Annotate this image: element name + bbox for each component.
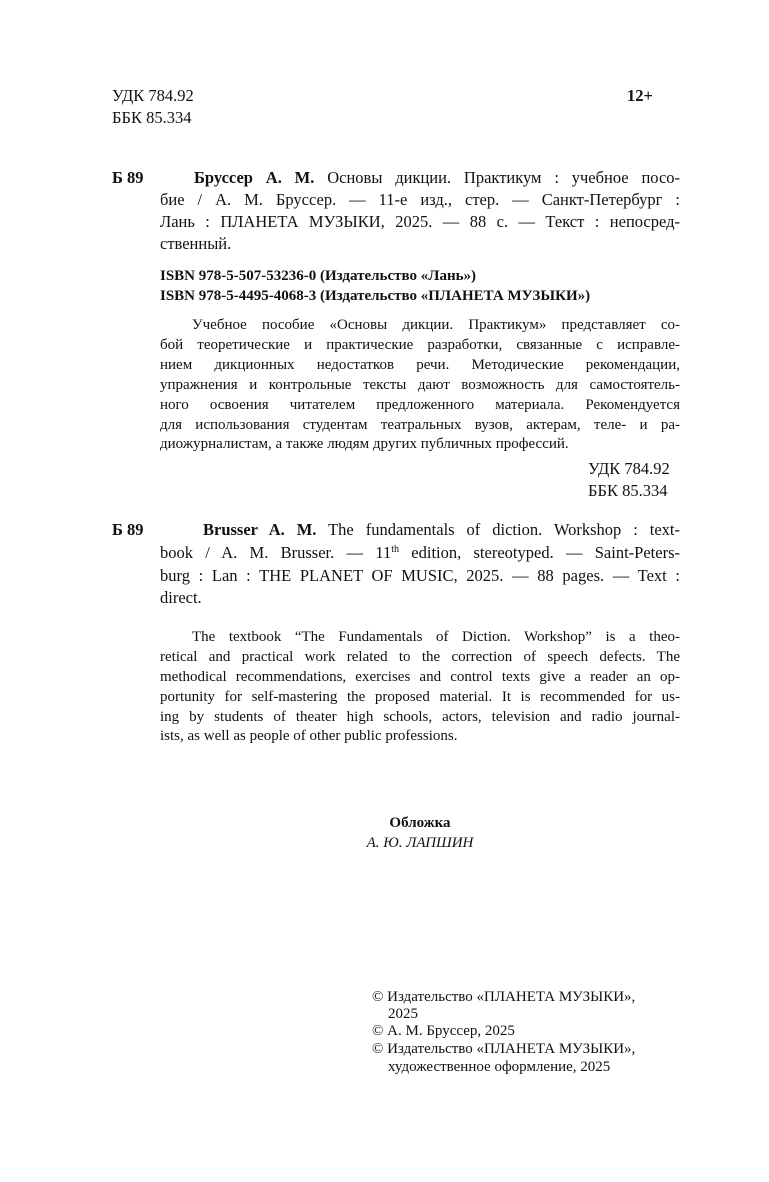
en-abstract-line: methodical recommendations, exercises and control texts give a reader an op-: [160, 669, 680, 685]
ru-entry-line3: Лань : ПЛАНЕТА МУЗЫКИ, 2025. — 88 с. — Текст : непосред-: [160, 212, 680, 231]
ru-entry-bbk: ББК 85.334: [588, 481, 668, 500]
isbn-planeta: ISBN 978-5-4495-4068-3 (Издательство «ПЛАНЕТА МУЗЫКИ»): [160, 288, 591, 304]
en-abstract-line: ists, as well as people of other public professions.: [160, 728, 458, 744]
en-abstract-line: portunity for self-mastering the proposed material. It is recommended for us-: [160, 689, 680, 705]
copyright-publisher-year: 2025: [388, 1006, 418, 1022]
en-entry-line2: book / A. M. Brusser. — 11th edition, stereotyped. — Saint-Peters-: [160, 543, 680, 562]
ru-entry-code: Б 89: [112, 168, 144, 187]
en-abstract-line: The textbook “The Fundamentals of Diction. Workshop” is a theo-: [192, 629, 680, 645]
ru-abstract-line: диожурналистам, а также людям других публичных профессий.: [160, 436, 569, 452]
ru-entry-title: Основы дикции. Практикум : учебное посо-: [327, 168, 681, 187]
en-entry-line4: direct.: [160, 588, 202, 607]
en-entry-author: Brusser A. M.: [203, 520, 317, 539]
isbn-lan: ISBN 978-5-507-53236-0 (Издательство «Лань»): [160, 268, 477, 284]
copyright-author: © А. М. Бруссер, 2025: [372, 1023, 515, 1039]
age-rating: 12+: [627, 86, 653, 105]
ru-entry-line1: [194, 167, 680, 189]
ru-abstract-line: ного освоения читателем предложенного материала. Рекомендуется: [160, 397, 680, 413]
cover-designer: А. Ю. ЛАПШИН: [366, 835, 474, 851]
ru-entry-author: Бруссер А. М.: [194, 168, 315, 187]
copyright-design-detail: художественное оформление, 2025: [388, 1059, 611, 1075]
en-abstract-line: retical and practical work related to the correction of speech defects. The: [160, 649, 680, 665]
ru-abstract-line: бой теоретические и практические разработки, связанные с исправле-: [160, 337, 680, 353]
copyright-design: © Издательство «ПЛАНЕТА МУЗЫКИ»,: [372, 1041, 636, 1057]
ru-entry-udk: УДК 784.92: [588, 459, 670, 478]
en-entry-line1: [203, 519, 680, 541]
ru-abstract-line: упражнения и контрольные тексты дают возможность для самостоятель-: [160, 377, 680, 393]
en-entry-title: The fundamentals of diction. Workshop : text-: [328, 520, 680, 539]
cover-label: Обложка: [389, 815, 451, 831]
ru-abstract-line: нием дикционных недостатков речи. Методические рекомендации,: [160, 357, 680, 373]
ru-entry-line4: ственный.: [160, 234, 232, 253]
en-abstract-line: ing by students of theater high schools, actors, television and radio journal-: [160, 709, 680, 725]
copyright-publisher: © Издательство «ПЛАНЕТА МУЗЫКИ»,: [372, 989, 636, 1005]
ru-abstract-line: Учебное пособие «Основы дикции. Практикум» представляет со-: [192, 317, 680, 333]
en-entry-line3: burg : Lan : THE PLANET OF MUSIC, 2025. — 88 pages. — Text :: [160, 566, 680, 585]
ru-abstract-line: для использования студентам театральных вузов, актерам, теле- и ра-: [160, 417, 680, 433]
en-entry-code: Б 89: [112, 520, 144, 539]
header-udk: УДК 784.92: [112, 86, 194, 105]
ru-entry-line2: бие / А. М. Бруссер. — 11-е изд., стер. — Санкт-Петербург :: [160, 190, 680, 209]
header-bbk: ББК 85.334: [112, 108, 192, 127]
